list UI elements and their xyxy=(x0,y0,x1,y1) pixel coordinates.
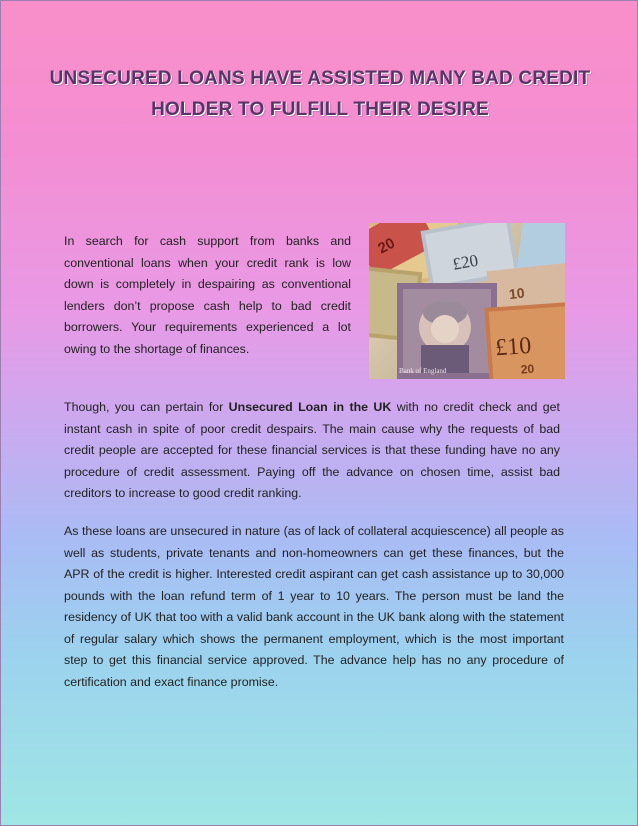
paragraph-eligibility: As these loans are unsecured in nature (as of lack of collateral acquiescence) all people as well as students, private tenants and non-homeowners can get these finances, but the APR of the credit is higher. Interested credit aspirant can get cash assistance up to 30,000 pounds with the loan refund term of 1 year to 10 years. The person must be land the residency of UK that too with a valid bank account in the UK bank along with the statement of regular salary which shows the permanent employment, which is the most important step to get this financial service approved. The advance help has no any procedure of certification and exact finance promise. xyxy=(64,524,564,689)
paragraph-unsecured-loan xyxy=(64,397,560,505)
paragraph-intro: In search for cash support from banks and conventional loans when your credit rank is low down is completely in despairing as conventional lenders don’t propose cash help to bad credit borrowers. Your requirements experienced a lot owing to the shortage of finances. xyxy=(64,234,351,356)
paragraph2-text-end: with no credit check and get instant cash in spite of poor credit despairs. The main cause why the requests of bad credit people are accepted for these financial services is that these funding have no any procedure of credit assessment. Paying off the advance on chosen time, assist bad creditors to increase to good credit ranking. xyxy=(64,400,560,500)
note-label-3: £10 xyxy=(494,332,533,362)
note-label-5: 20 xyxy=(520,361,535,377)
page-title: UNSECURED LOANS HAVE ASSISTED MANY BAD CREDIT HOLDER TO FULFILL THEIR DESIRE xyxy=(49,68,591,120)
note-label-4: 10 xyxy=(508,284,526,303)
paragraph2-text-start: Though, you can pertain for xyxy=(64,400,229,414)
note-label-6: Bank of England xyxy=(399,367,447,375)
note-label-1: 20 xyxy=(375,234,398,258)
note-label-2: £20 xyxy=(451,250,480,274)
unsecured-loan-uk-emphasis: Unsecured Loan in the UK xyxy=(228,400,392,414)
banknotes-photo xyxy=(369,223,565,379)
banknotes-illustration xyxy=(369,223,565,379)
